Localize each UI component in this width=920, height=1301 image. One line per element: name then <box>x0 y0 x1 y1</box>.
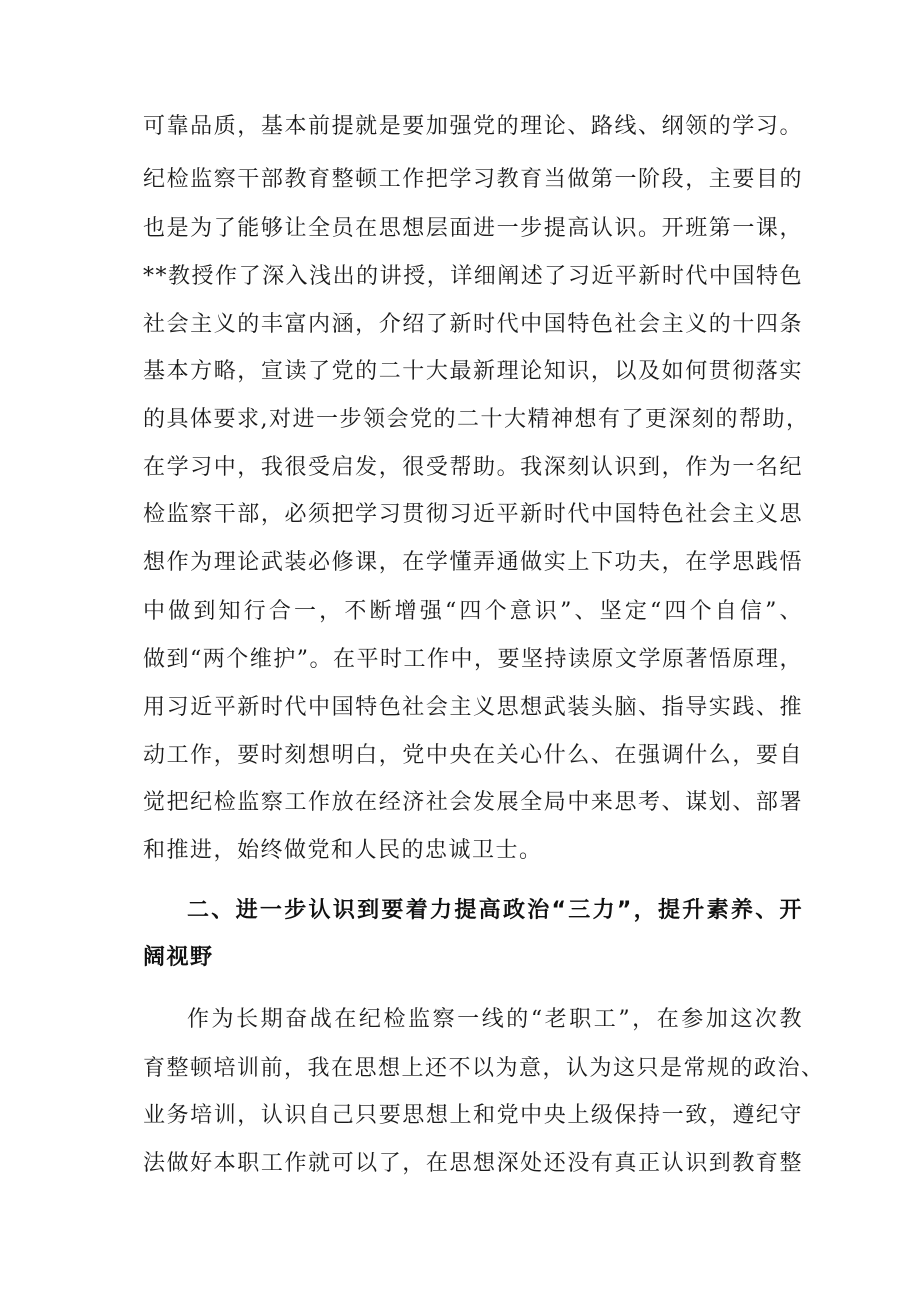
paragraph-line: 觉把纪检监察工作放在经济社会发展全局中来思考、谋划、部署 <box>143 790 803 815</box>
paragraph-line: 检监察干部，必须把学习贯彻习近平新时代中国特色社会主义思 <box>143 502 803 527</box>
paragraph-line: 动工作，要时刻想明白，党中央在关心什么、在强调什么，要自 <box>143 743 803 768</box>
paragraph-line: 做到“两个维护”。在平时工作中，要坚持读原文学原著悟原理， <box>143 647 803 672</box>
paragraph-line: 法做好本职工作就可以了，在思想深处还没有真正认识到教育整 <box>143 1151 803 1176</box>
paragraph-line: 中做到知行合一，不断增强“四个意识”、坚定“四个自信”、 <box>143 599 803 624</box>
paragraph-line: 可靠品质，基本前提就是要加强党的理论、路线、纲领的学习。 <box>143 114 803 139</box>
paragraph-line: 社会主义的丰富内涵，介绍了新时代中国特色社会主义的十四条 <box>143 312 803 337</box>
paragraph-line: 在学习中，我很受启发，很受帮助。我深刻认识到，作为一名纪 <box>143 455 803 480</box>
paragraph-line: 想作为理论武装必修课，在学懂弄通做实上下功夫，在学思践悟 <box>143 550 803 575</box>
paragraph-line: 业务培训，认识自己只要思想上和党中央上级保持一致，遵纪守 <box>143 1103 803 1128</box>
paragraph-line: 纪检监察干部教育整顿工作把学习教育当做第一阶段，主要目的 <box>143 167 803 192</box>
paragraph-line: 和推进，始终做党和人民的忠诚卫士。 <box>143 838 543 863</box>
paragraph-line: 作为长期奋战在纪检监察一线的“老职工”，在参加这次教 <box>187 1007 803 1032</box>
paragraph-line: 的具体要求,对进一步领会党的二十大精神想有了更深刻的帮助， <box>143 407 810 432</box>
paragraph-line: 育整顿培训前，我在思想上还不以为意，认为这只是常规的政治、 <box>143 1056 825 1081</box>
section-heading: 阔视野 <box>143 945 214 970</box>
section-heading: 二、进一步认识到要着力提高政治“三力”，提升素养、开 <box>187 898 803 923</box>
paragraph-line: 基本方略，宣读了党的二十大最新理论知识，以及如何贯彻落实 <box>143 359 803 384</box>
paragraph-line: 也是为了能够让全员在思想层面进一步提高认识。开班第一课， <box>143 216 803 241</box>
paragraph-line: 用习近平新时代中国特色社会主义思想武装头脑、指导实践、推 <box>143 695 803 720</box>
paragraph-line: **教授作了深入浅出的讲授，详细阐述了习近平新时代中国特色 <box>143 264 803 289</box>
